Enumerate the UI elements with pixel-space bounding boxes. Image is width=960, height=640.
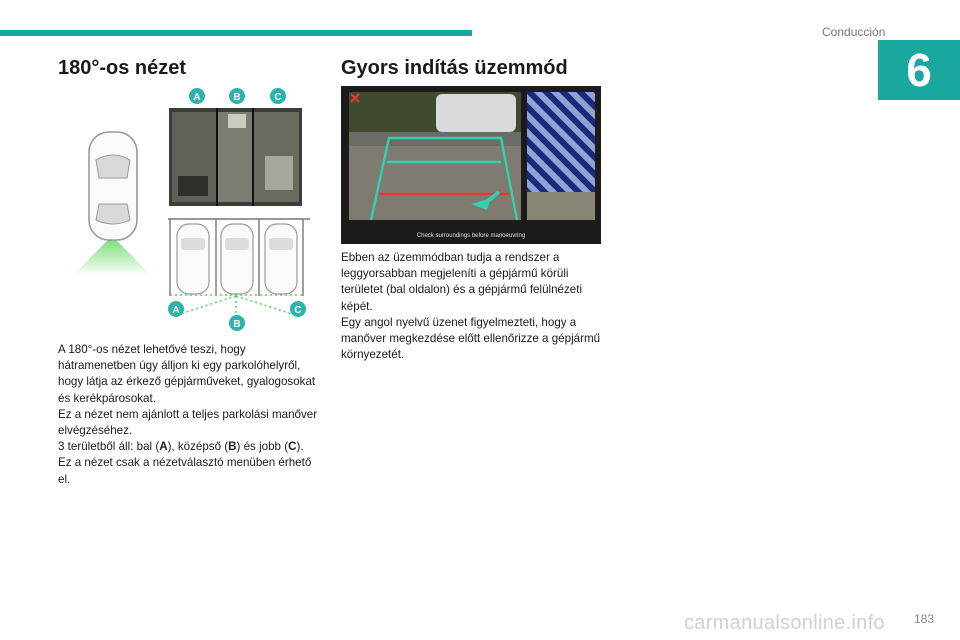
svg-text:A: A xyxy=(172,305,180,316)
paragraph: A 180°-os nézet lehetővé teszi, hogy hátramenetben úgy álljon ki egy parkolóhelyről, hogy látja az érkező gépjárműveket, gyalogosokat és kerékpárosokat. xyxy=(58,343,316,405)
paragraph: Ez a nézet nem ajánlott a teljes parkolási manőver elvégzéséhez. xyxy=(58,407,318,438)
left-body-text xyxy=(58,342,326,488)
top-view-panel xyxy=(527,92,595,220)
watermark: carmanualsonline.info xyxy=(684,612,885,634)
parked-car-icon xyxy=(221,224,253,294)
badge-bottom-b xyxy=(229,315,245,331)
badge-bottom-c xyxy=(290,301,306,317)
svg-text:B: B xyxy=(233,92,241,103)
svg-text:C: C xyxy=(274,92,282,103)
ego-car-icon xyxy=(89,132,137,240)
rear-camera-field xyxy=(72,236,152,276)
badge-top-a xyxy=(189,88,205,104)
paragraph: Ebben az üzemmódban tudja a rendszer a leggyorsabban megjeleníti a gépjármű körüli területet (bal oldalon) és a gépjármű felülnézeti képét. xyxy=(341,251,583,313)
header-accent-bar xyxy=(0,30,472,36)
badge-top-c xyxy=(270,88,286,104)
svg-text:C: C xyxy=(294,305,302,316)
svg-text:B: B xyxy=(233,319,241,330)
chapter-number-badge: 6 xyxy=(878,40,960,100)
screen-warning-banner: Check surroundings before manoeuvring xyxy=(416,233,526,239)
parked-car-icon xyxy=(177,224,209,294)
section-title-180-view: 180°-os nézet xyxy=(58,57,187,79)
paragraph: Ez a nézet csak a nézetválasztó menüben érhető el. xyxy=(58,456,312,486)
parked-car-icon xyxy=(265,224,297,294)
section-label: Conducción xyxy=(822,25,886,39)
badge-bottom-a xyxy=(168,301,184,317)
180-view-diagram xyxy=(60,86,320,336)
quick-start-screen xyxy=(341,86,601,244)
badge-top-b xyxy=(229,88,245,104)
camera-view-image xyxy=(169,108,302,206)
page-number: 183 xyxy=(913,612,934,626)
paragraph: Egy angol nyelvű üzenet figyelmezteti, hogy a manőver megkezdése előtt ellenőrizze a gépjármű környezetét. xyxy=(341,315,601,362)
view-angle-lines xyxy=(170,295,303,316)
section-title-quick-start: Gyors indítás üzemmód xyxy=(341,57,568,79)
right-body-text xyxy=(341,250,605,363)
svg-text:A: A xyxy=(193,92,201,103)
paragraph: 3 területből áll: bal (A), középső (B) és jobb (C). xyxy=(58,440,304,454)
